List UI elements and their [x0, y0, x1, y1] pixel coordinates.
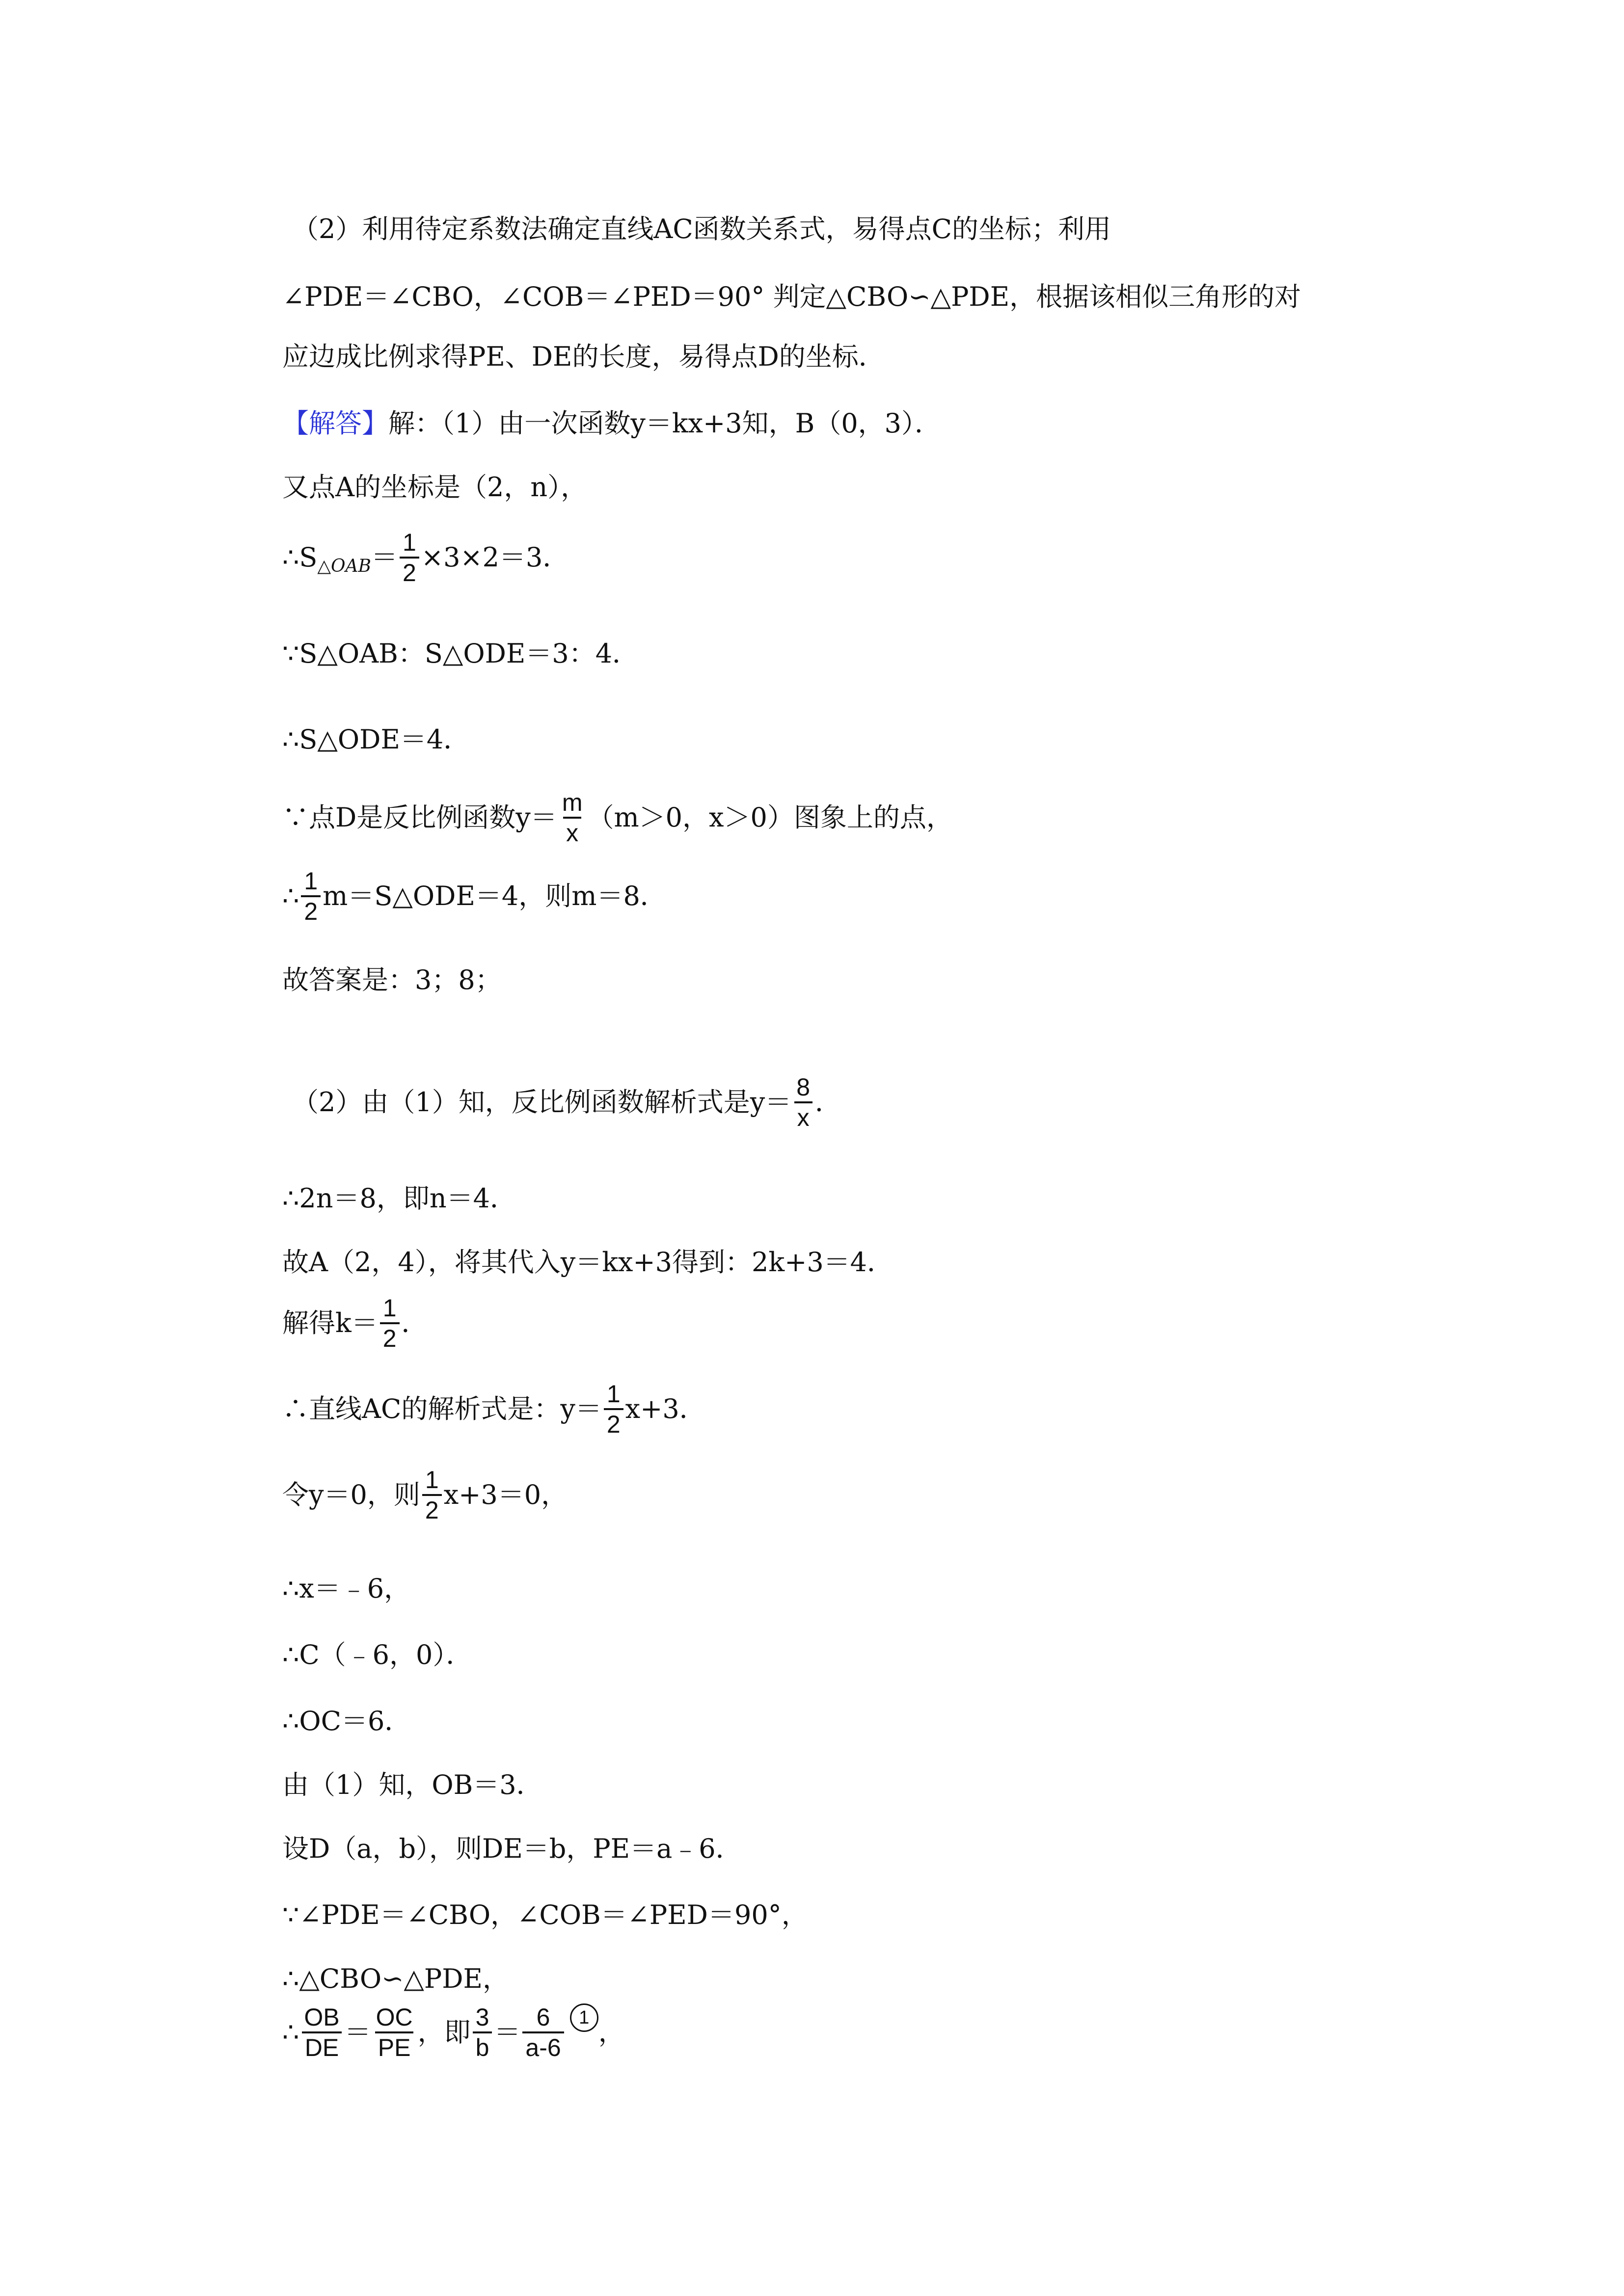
fraction-one-half: $\frac{1}{2}$: [400, 530, 419, 585]
part2-line-7: ∴x＝﹣6，: [282, 1573, 411, 1604]
solution-line-4: ∵S△OAB：S△ODE＝3：4．: [282, 638, 639, 669]
part2-line-2: ∴2n＝8，即n＝4．: [282, 1183, 516, 1214]
fraction-one-half: $\frac{1}{2}$: [301, 869, 321, 924]
solution-line-7: ∴ $\frac{1}{2}$ m＝S△ODE＝4，则m＝8．: [282, 867, 667, 925]
fraction-m-over-x: $\frac{m}{x}$: [562, 789, 583, 847]
fraction-one-half: $\frac{1}{2}$: [422, 1468, 442, 1522]
area-subscript: △OAB: [317, 556, 372, 576]
part2-line-12: ∵∠PDE＝∠CBO，∠COB＝∠PED＝90°，: [282, 1899, 808, 1930]
part2-line-5: ∴直线AC的解析式是：y＝ $\frac{1}{2}$ x+3．: [282, 1380, 706, 1438]
part2-line-13: ∴△CBO∽△PDE，: [282, 1963, 509, 1994]
analysis-line-2: ∠PDE＝∠CBO，∠COB＝∠PED＝90° 判定△CBO∽△PDE，根据该相似三角形的对: [282, 281, 1301, 312]
part2-line-11: 设D（a，b），则DE＝b，PE＝a﹣6．: [282, 1833, 742, 1864]
circled-number-one: 1: [570, 2003, 598, 2032]
area-expression: ×3×2＝3．: [421, 542, 569, 573]
area-prefix: ∴S: [282, 542, 318, 573]
part2-line-9: ∴OC＝6．: [282, 1706, 411, 1736]
solution-line-1: [282, 410, 941, 437]
solution-line-2: 又点A的坐标是（2，n），: [282, 472, 588, 503]
fraction-3-over-b: $\frac{3}{b}$: [473, 2005, 492, 2060]
part2-line-3: 故A（2，4），将其代入y＝kx+3得到：2k+3＝4．: [282, 1247, 894, 1278]
fraction-6-over-a-minus-6: $\frac{6}{a-6}$: [522, 2005, 564, 2060]
fraction-8-over-x: $\frac{8}{x}$: [793, 1075, 813, 1130]
fraction-oc-over-pe: $\frac{OC}{PE}$: [376, 2003, 413, 2061]
solution-line-5: ∴S△ODE＝4．: [282, 724, 470, 755]
part2-line-10: 由（1）知，OB＝3．: [282, 1769, 543, 1800]
fraction-ob-over-de: $\frac{OB}{DE}$: [301, 2005, 342, 2060]
solution-label: 【解答】: [282, 408, 388, 439]
solution-line-3: ∴S △OAB ＝ $\frac{1}{2}$ ×3×2＝3．: [282, 529, 569, 587]
part2-line-14: ∴ $\frac{OB}{DE}$ ＝ $\frac{OC}{PE}$ ，即 $\frac{3}{b}$ ＝ $\frac{6}{a-6}$ 1 ，: [282, 2003, 625, 2061]
solution-line-8: 故答案是：3；8；: [282, 964, 502, 995]
analysis-line-3: 应边成比例求得PE、DE的长度，易得点D的坐标．: [282, 341, 885, 372]
fraction-one-half: $\frac{1}{2}$: [604, 1382, 623, 1437]
part2-line-1: （2）由（1）知，反比例函数解析式是y＝ $\frac{8}{x}$ ．: [292, 1073, 842, 1131]
solution-step-1: 解：（1）由一次函数y＝kx+3知，B（0，3）．: [388, 408, 942, 439]
part2-line-6: 令y＝0，则 $\frac{1}{2}$ x+3＝0，: [282, 1466, 568, 1524]
fraction-one-half: $\frac{1}{2}$: [380, 1296, 400, 1351]
analysis-line-1: （2）利用待定系数法确定直线AC函数关系式，易得点C的坐标；利用: [292, 214, 1111, 244]
part2-line-8: ∴C（﹣6，0）．: [282, 1639, 473, 1670]
part2-line-4: 解得k＝ $\frac{1}{2}$ ．: [282, 1294, 428, 1352]
solution-line-6: ∵点D是反比例函数y＝ $\frac{m}{x}$ （m＞0，x＞0）图象上的点，: [282, 789, 953, 847]
